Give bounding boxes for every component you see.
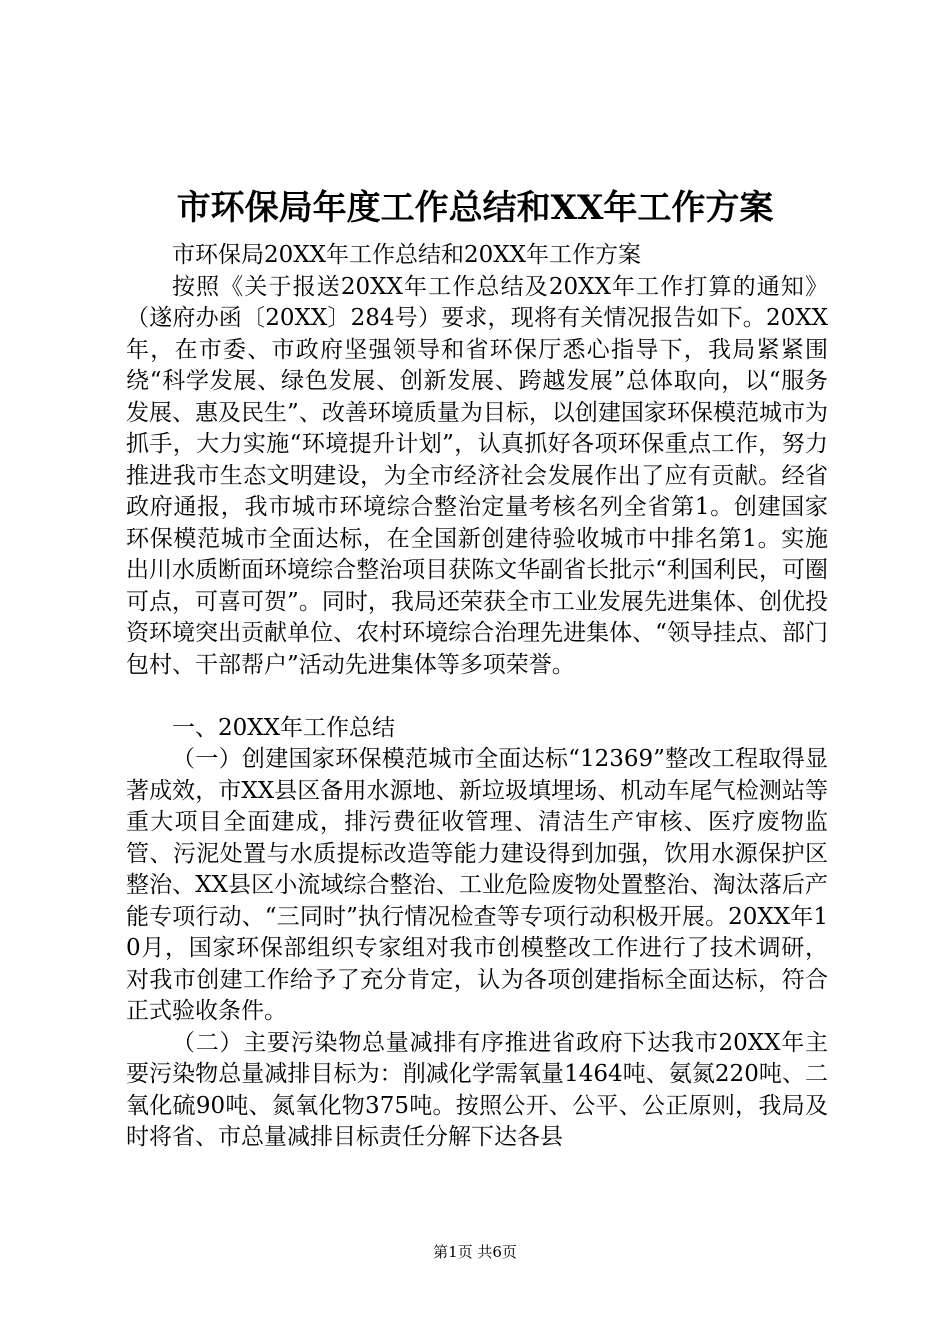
document-body	[126, 240, 828, 1154]
section-paragraph-1: （一）创建国家环保模范城市全面达标“12369”整改工程取得显著成效，市XX县区备用水源地、新垃圾填埋场、机动车尾气检测站等重大项目全面建成，排污费征收管理、清洁生产审核、医疗废物监管、污泥处置与水质提标改造等能力建设得到加强，饮用水源保护区整治、XX县区小流域综合整治、工业危险废物处置整治、淘汰落后产能专项行动、“三同时”执行情况检查等专项行动积极开展。20XX年10月，国家环保部组织专家组对我市创模整改工作进行了技术调研，对我市创建工作给予了充分肯定，认为各项创建指标全面达标，符合正式验收条件。	[126, 746, 828, 1024]
intro-paragraph: 按照《关于报送20XX年工作总结及20XX年工作打算的通知》（遂府办函〔20XX〕284号）要求，现将有关情况报告如下。20XX年，在市委、市政府坚强领导和省环保厅悉心指导下，我局紧紧围绕“科学发展、绿色发展、创新发展、跨越发展”总体取向，以“服务发展、惠及民生”、改善环境质量为目标，以创建国家环保模范城市为抓手，大力实施“环境提升计划”，认真抓好各项环保重点工作，努力推进我市生态文明建设，为全市经济社会发展作出了应有贡献。经省政府通报，我市城市环境综合整治定量考核名列全省第1。创建国家环保模范城市全面达标，在全国新创建待验收城市中排名第1。实施出川水质断面环境综合整治项目获陈文华副省长批示“利国利民，可圈可点，可喜可贺”。同时，我局还荣获全市工业发展先进集体、创优投资环境突出贡献单位、农村环境综合治理先进集体、“领导挂点、部门包村、干部帮户”活动先进集体等多项荣誉。	[126, 273, 828, 678]
subtitle-paragraph: 市环保局20XX年工作总结和20XX年工作方案	[172, 242, 642, 268]
section-heading: 一、20XX年工作总结	[172, 714, 396, 741]
document-title: 市环保局年度工作总结和XX年工作方案	[176, 188, 774, 228]
page-footer: 第1页 共6页	[433, 1243, 517, 1261]
section-paragraph-2: （二）主要污染物总量减排有序推进省政府下达我市20XX年主要污染物总量减排目标为：削减化学需氧量1464吨、氨氮220吨、二氧化硫90吨、氮氧化物375吨。按照公开、公平、公正原则，我局及时将省、市总量减排目标责任分解下达各县	[126, 1029, 828, 1150]
